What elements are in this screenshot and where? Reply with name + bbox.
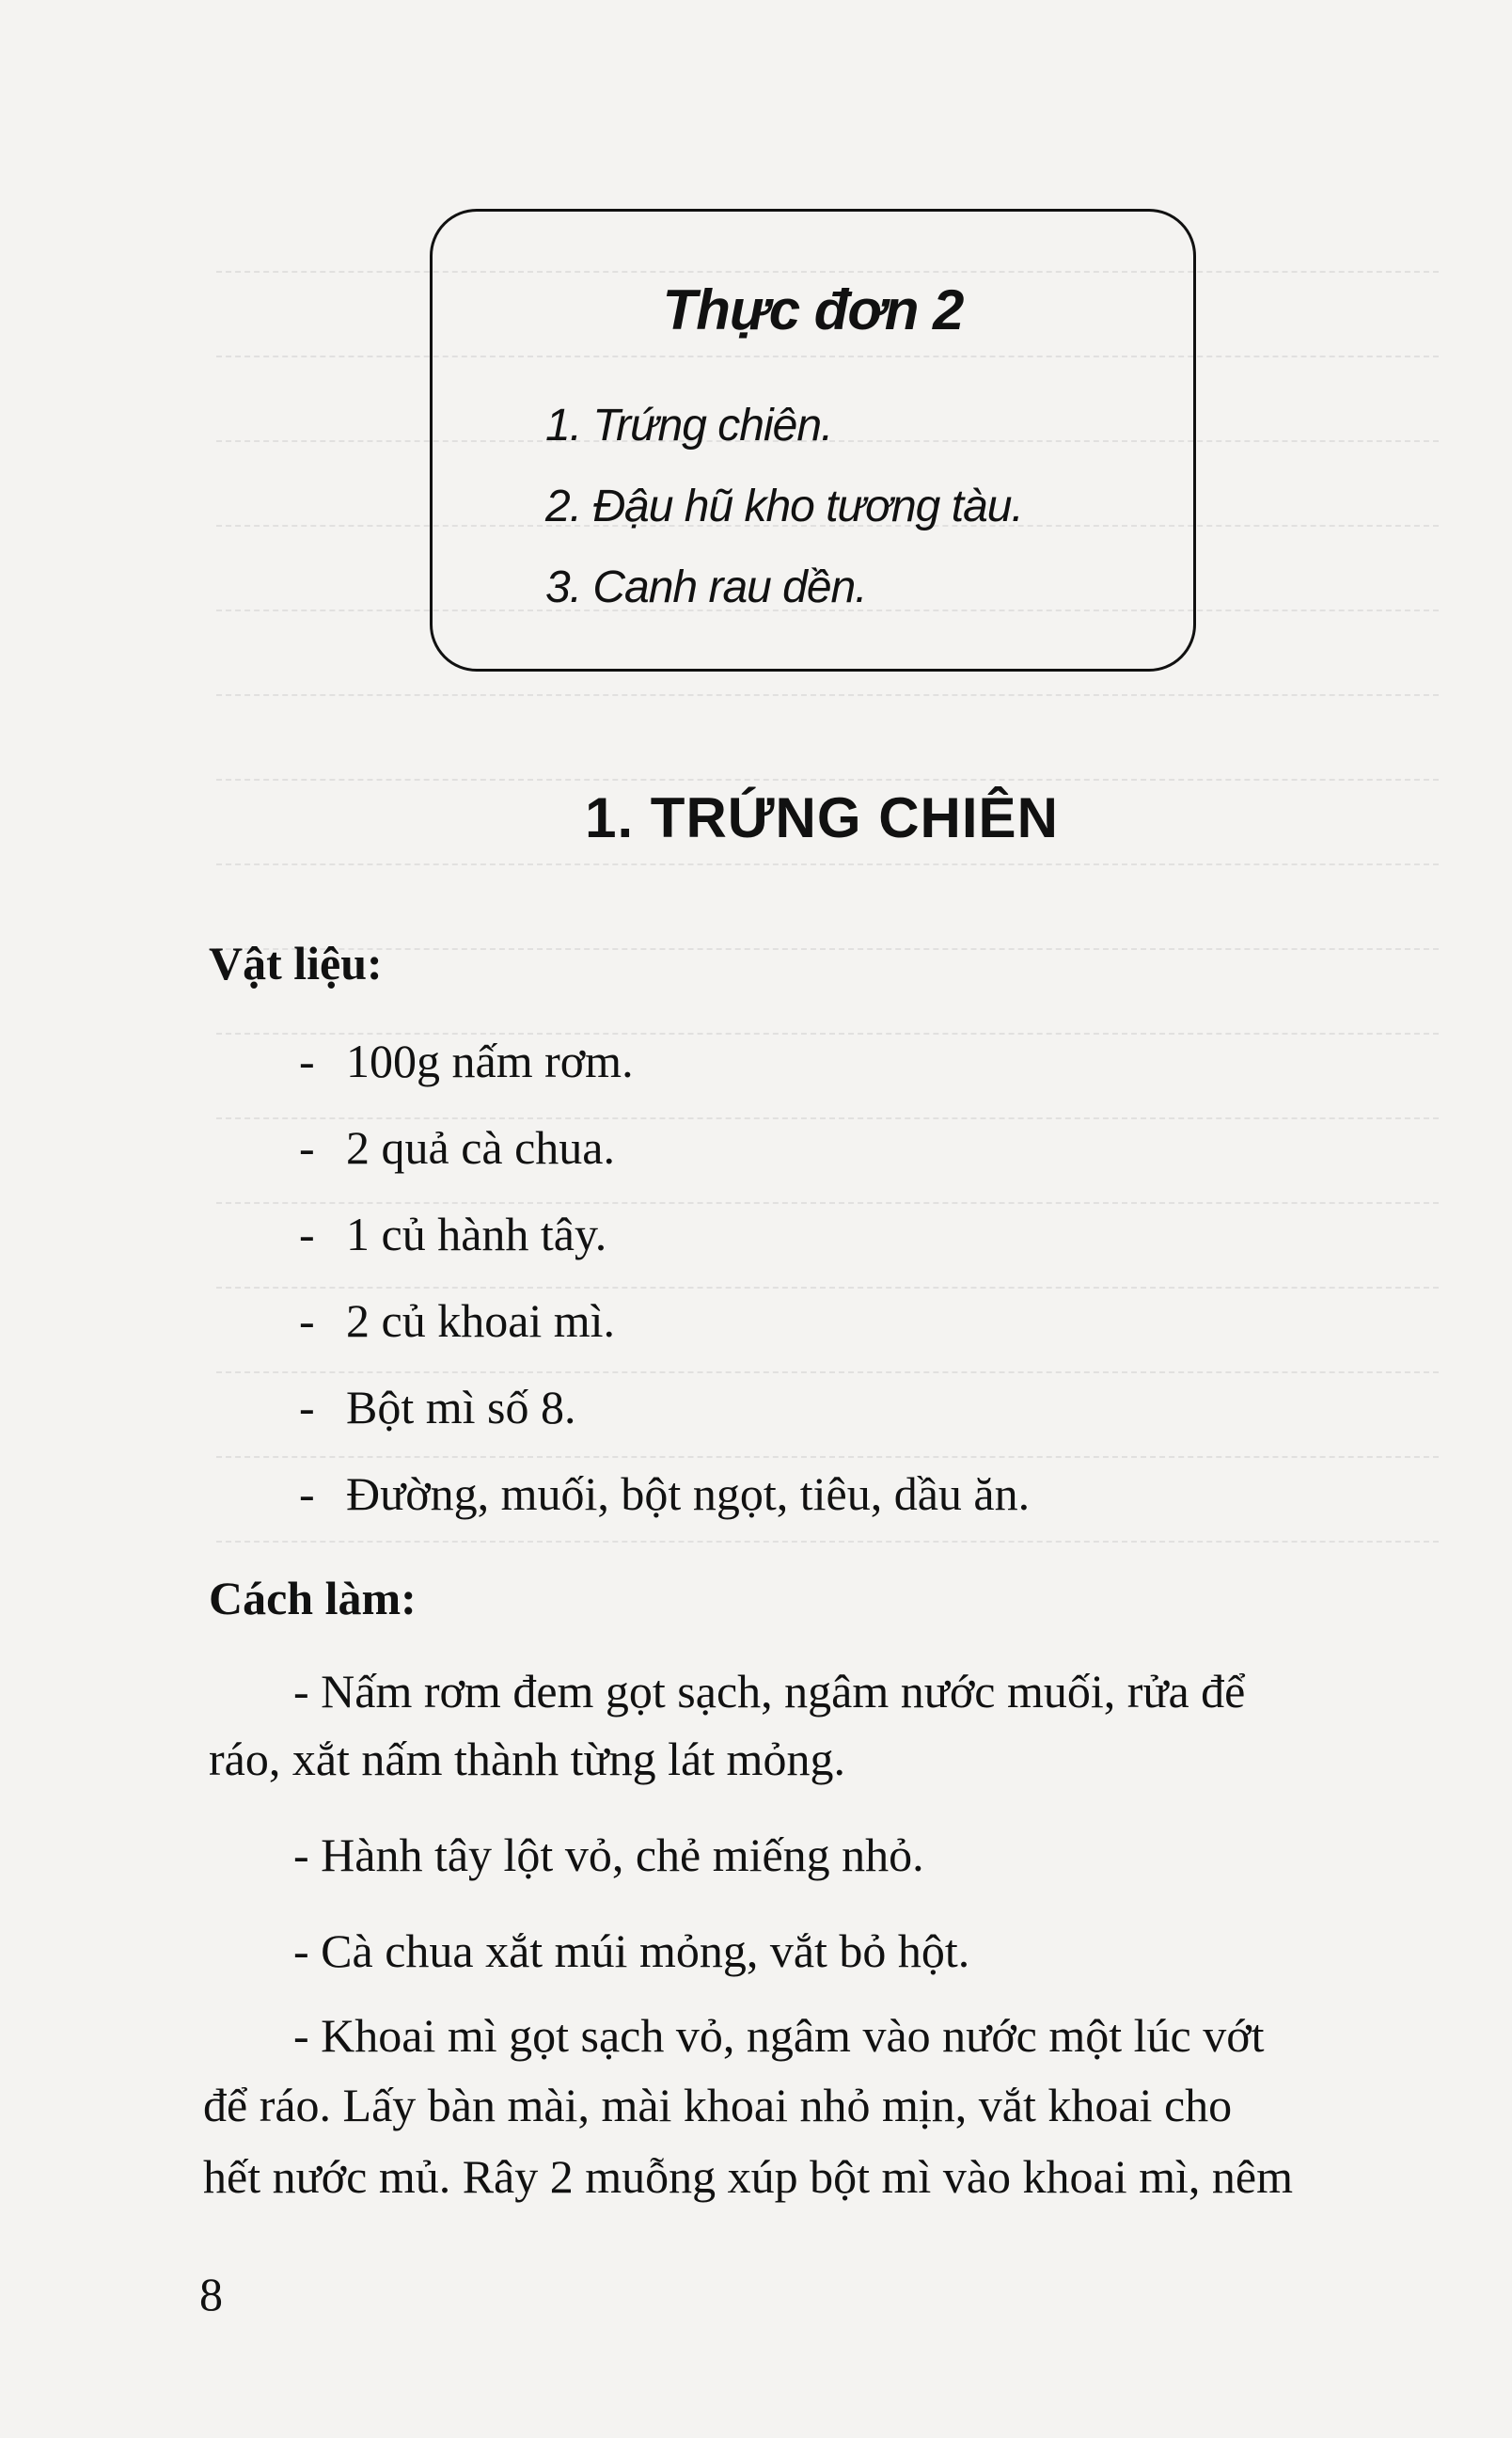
method-line: - Nấm rơm đem gọt sạch, ngâm nước muối, rửa để xyxy=(293,1665,1246,1718)
menu-item: 3. Canh rau dền. xyxy=(545,562,867,612)
method-line: - Khoai mì gọt sạch vỏ, ngâm vào nước một lúc vớt xyxy=(293,2009,1265,2062)
method-line: - Cà chua xắt múi mỏng, vắt bỏ hột. xyxy=(293,1924,970,1977)
menu-item: 2. Đậu hũ kho tương tàu. xyxy=(545,482,1023,531)
ingredient-item: - Bột mì số 8. xyxy=(299,1381,576,1433)
ingredients-list xyxy=(299,1033,1030,1552)
method-label: Cách làm: xyxy=(209,1572,417,1624)
menu-box xyxy=(430,209,1196,672)
method-line: - Hành tây lột vỏ, chẻ miếng nhỏ. xyxy=(293,1828,924,1881)
menu-item: 1. Trứng chiên. xyxy=(545,401,833,451)
menu-title: Thực đơn 2 xyxy=(662,278,964,341)
page-number: 8 xyxy=(199,2268,223,2320)
menu-list xyxy=(545,386,1023,628)
method-line: ráo, xắt nấm thành từng lát mỏng. xyxy=(209,1733,845,1785)
ingredient-item: - 1 củ hành tây. xyxy=(299,1208,607,1260)
ingredient-item: - 100g nấm rơm. xyxy=(299,1035,634,1087)
method-line: hết nước mủ. Rây 2 muỗng xúp bột mì vào khoai mì, nêm xyxy=(203,2150,1293,2203)
section-title: 1. TRỨNG CHIÊN xyxy=(585,786,1059,849)
ingredient-item: - 2 quả cà chua. xyxy=(299,1121,615,1174)
method-line: để ráo. Lấy bàn mài, mài khoai nhỏ mịn, vắt khoai cho xyxy=(203,2079,1233,2131)
ingredients-label: Vật liệu: xyxy=(209,937,383,989)
ingredient-item: - Đường, muối, bột ngọt, tiêu, dầu ăn. xyxy=(299,1467,1031,1520)
ingredient-item: - 2 củ khoai mì. xyxy=(299,1294,616,1347)
